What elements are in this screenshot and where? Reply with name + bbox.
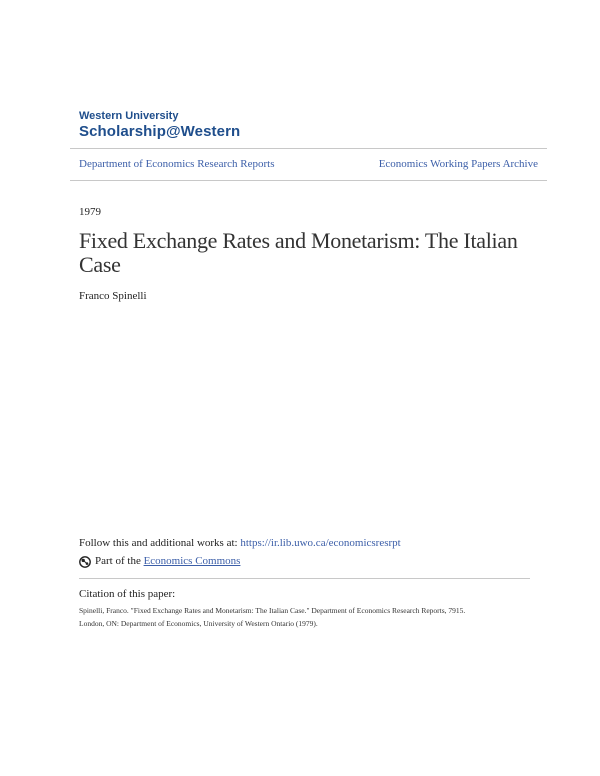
citation-heading: Citation of this paper: xyxy=(79,588,176,600)
research-reports-link[interactable]: Department of Economics Research Reports xyxy=(79,158,275,170)
citation-line-1: Spinelli, Franco. "Fixed Exchange Rates and Monetarism: The Italian Case." Department of Economics Research Reports, 7915. xyxy=(79,606,466,615)
repository-name: Scholarship@Western xyxy=(79,123,241,140)
follow-line xyxy=(79,537,401,550)
publication-year: 1979 xyxy=(79,206,101,218)
author-name: Franco Spinelli xyxy=(79,290,147,302)
paper-title: Fixed Exchange Rates and Monetarism: The Italian Case xyxy=(79,228,518,277)
repository-logo[interactable] xyxy=(79,110,240,141)
part-of-line xyxy=(79,555,240,568)
working-papers-archive-link[interactable]: Economics Working Papers Archive xyxy=(378,158,538,170)
commons-network-icon xyxy=(79,556,91,568)
citation-block xyxy=(79,578,530,630)
follow-prefix: Follow this and additional works at: xyxy=(79,537,241,549)
citation-line-2: London, ON: Department of Economics, University of Western Ontario (1979). xyxy=(79,619,318,628)
part-of-prefix: Part of the xyxy=(95,555,141,567)
institution-name: Western University xyxy=(79,110,179,122)
economics-commons-link[interactable]: Economics Commons xyxy=(143,555,241,567)
collection-url-link[interactable]: https://ir.lib.uwo.ca/economicsresrpt xyxy=(240,537,401,549)
collection-nav xyxy=(70,148,547,181)
